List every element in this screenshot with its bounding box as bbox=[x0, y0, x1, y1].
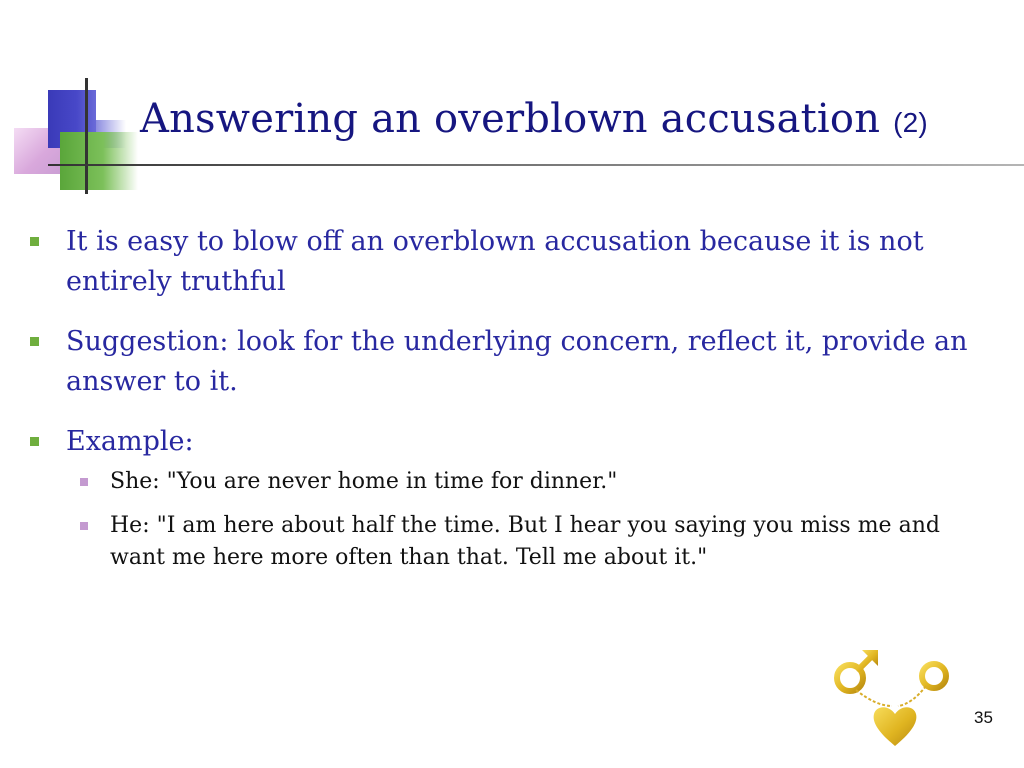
bullet-item bbox=[30, 322, 980, 402]
slide-title bbox=[140, 96, 928, 142]
square-bullet-icon bbox=[30, 237, 39, 246]
square-bullet-icon bbox=[30, 337, 39, 346]
sub-bullet-list bbox=[66, 466, 980, 574]
bullet-text: Suggestion: look for the underlying concern, reflect it, provide an answer to it. bbox=[66, 326, 968, 397]
sub-bullet-item bbox=[64, 466, 980, 498]
sub-bullet-text: She: "You are never home in time for dinner." bbox=[110, 469, 618, 494]
page-number: 35 bbox=[974, 708, 993, 727]
bullet-item bbox=[30, 222, 980, 302]
slide-title-text: Answering an overblown accusation bbox=[140, 96, 881, 142]
bullet-list bbox=[30, 222, 980, 594]
title-underline bbox=[48, 164, 1024, 166]
male-female-heart-icon bbox=[826, 648, 976, 748]
bullet-item bbox=[30, 422, 980, 574]
square-sub-bullet-icon bbox=[80, 522, 88, 530]
bullet-text: It is easy to blow off an overblown accusation because it is not entirely truthful bbox=[66, 226, 924, 297]
sub-bullet-text: He: "I am here about half the time. But I hear you saying you miss me and want me here more often than that. Tell me about it." bbox=[110, 513, 940, 570]
slide-title-suffix: (2) bbox=[893, 107, 928, 138]
square-sub-bullet-icon bbox=[80, 478, 88, 486]
decorative-green-square bbox=[60, 132, 138, 190]
square-bullet-icon bbox=[30, 437, 39, 446]
decorative-vertical-line bbox=[85, 78, 88, 194]
bullet-text: Example: bbox=[66, 426, 194, 457]
sub-bullet-item bbox=[64, 510, 980, 574]
